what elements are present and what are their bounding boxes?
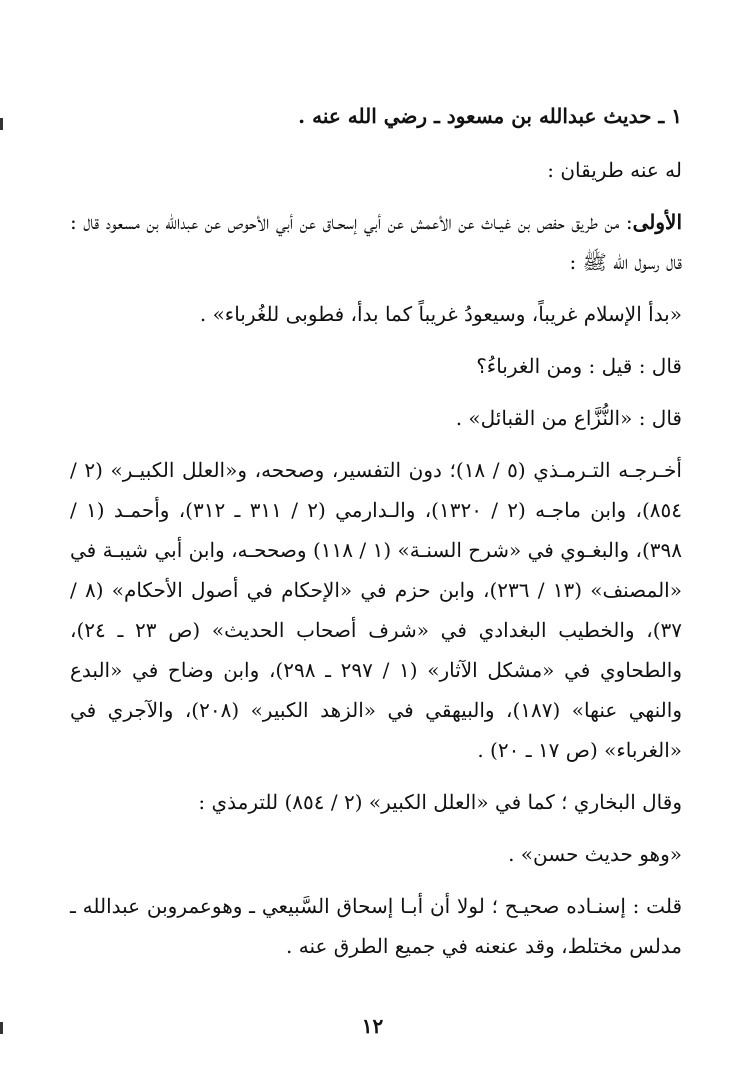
bukhari-line: وقال البخاري ؛ كما في «العلل الكبير» (٢ / ٨٥٤) للترمذي : [198,790,682,814]
question-line: قال : قيل : ومن الغرباءُ؟ [476,354,682,378]
first-route-text: : من طريق حفص بن غيـاث عن الأعمش عن أبي إسحـاق عن أبي الأحوص عن عبدالله بن مسعود قال : قال رسول الله ﷺ : [70,210,682,274]
hadith-heading: ١ ـ حديث عبدالله بن مسعود ـ رضي الله عنه . [298,104,682,128]
left-edge-mark-top [0,118,3,130]
answer-line: قال : «النُّزَّاع من القبائل» . [455,406,682,430]
routes-intro: له عنه طريقان : [547,158,682,182]
bukhari-quote: «وهو حديث حسن» . [508,842,682,866]
document-page [70,96,682,978]
first-route-label: الأولى [632,210,682,234]
page-number: ١٢ [361,1014,384,1038]
author-comment: قلت : إسنـاده صحيـح ؛ لولا أن أبـا إسحاق السَّبيعي ـ وهوعمروبن عبدالله ـ مدلس مختلط، وقد عنعنه في جميع الطرق عنه . [70,894,682,958]
first-route-paragraph [70,202,682,282]
hadith-text: «بدأ الإسلام غريباً، وسيعودُ غريباً كما بدأ، فطوبى للغُرباء» . [199,302,682,326]
takhrij-paragraph: أخـرجـه التـرمـذي (٥ / ١٨)؛ دون التفسير، وصححه، و«العلل الكبيـر» (٢ / ٨٥٤)، وابن ماجـه (٢ / ١٣٢٠)، والـدارمي (٢ / ٣١١ ـ ٣١٢)، وأحمـد (١ / ٣٩٨)، والبغـوي في «شرح السنـة» (١ / ١١٨) وصححـه، وابن أبي شيبـة في «المصنف» (١٣ / ٢٣٦)، وابن حزم في «الإحكام في أصول الأحكام» (٨ / ٣٧)، والخطيب البغدادي في «شرف أصحاب الحديث» (ص ٢٣ ـ ٢٤)، والطحاوي في «مشكل الآثار» (١ / ٢٩٧ ـ ٢٩٨)، وابن وضاح في «البدع والنهي عنها» (١٨٧)، والبيهقي في «الزهد الكبير» (٢٠٨)، والآجري في «الغرباء» (ص ١٧ ـ ٢٠) . [70,458,683,762]
